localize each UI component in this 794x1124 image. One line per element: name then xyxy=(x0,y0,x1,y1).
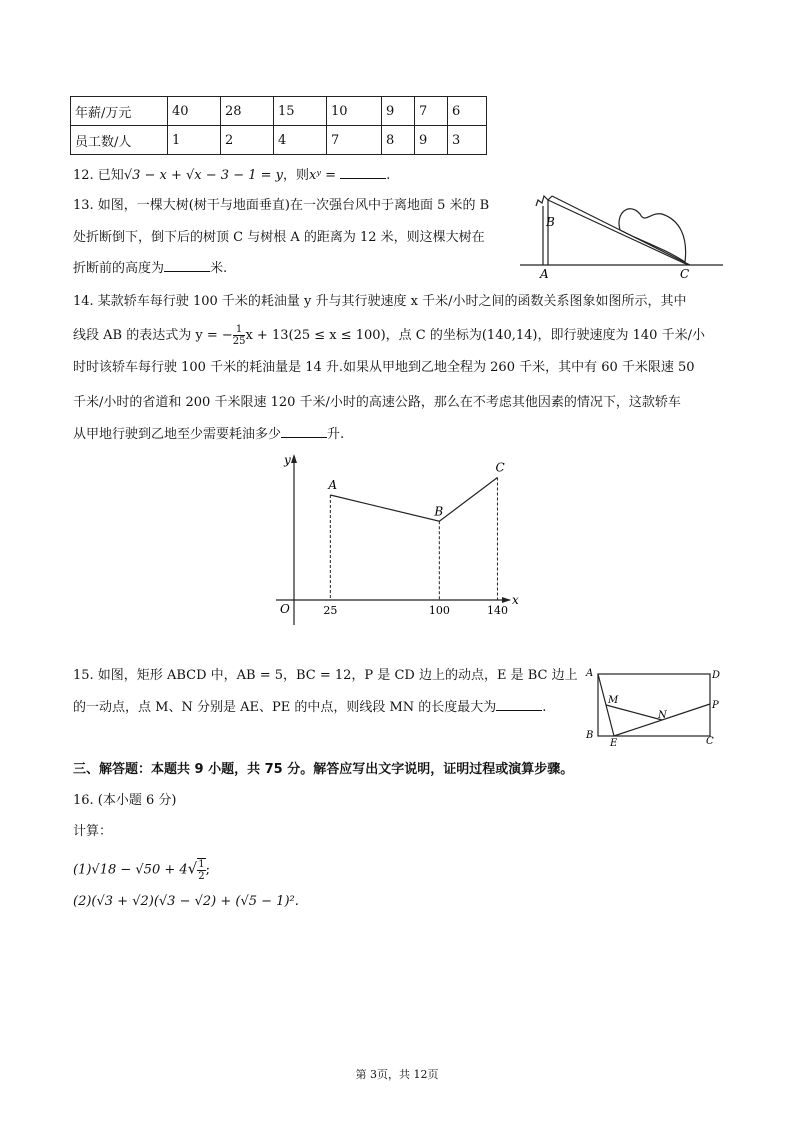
q14-line-2-pre: 线段 AB 的表达式为 y = − xyxy=(73,328,233,343)
q14-line-5 xyxy=(73,425,344,445)
rectangle-figure xyxy=(584,664,724,750)
q14-line-4: 千米/小时的省道和 200 千米限速 120 千米/小时的高速公路，那么在不考虑其他因素的情况下，这款轿车 xyxy=(73,395,681,410)
answer-blank[interactable] xyxy=(340,166,386,179)
x-axis-label: x xyxy=(512,593,519,607)
label-n: N xyxy=(658,710,667,721)
page-footer: 第 3页，共 12页 xyxy=(355,1068,439,1081)
q12-target: xʸ = xyxy=(309,168,336,183)
series-line xyxy=(330,478,497,522)
origin-label: O xyxy=(280,602,290,616)
segment-mn xyxy=(606,705,662,720)
x-tick-label: 25 xyxy=(323,604,338,617)
question-12 xyxy=(73,166,390,186)
q16-part-1-end: ; xyxy=(205,862,210,878)
table-cell: 4 xyxy=(274,126,327,155)
fuel-chart xyxy=(260,448,530,630)
q13-line-3-post: 米. xyxy=(210,261,228,276)
label-d: D xyxy=(712,670,721,681)
q13-line-2: 处折断倒下，倒下后的树顶 C 与树根 A 的距离为 12 米，则这棵大树在 xyxy=(73,230,485,245)
q15-line-1: 15. 如图，矩形 ABCD 中，AB = 5，BC = 12，P 是 CD 边上的动点，E 是 BC 边上 xyxy=(73,668,578,683)
x-tick-label: 140 xyxy=(486,604,508,617)
label-p: P xyxy=(712,700,719,711)
x-axis-arrow xyxy=(502,597,511,603)
q13-line-3-pre: 折断前的高度为 xyxy=(73,261,165,276)
table-cell: 年薪/万元 xyxy=(71,97,168,126)
tree-crown xyxy=(619,209,686,262)
table-cell: 7 xyxy=(415,97,448,126)
q16-part-2-expr: (2)(√3 + √2)(√3 − √2) + (√5 − 1)². xyxy=(73,894,299,909)
label-a: A xyxy=(540,267,549,280)
fallen-trunk xyxy=(548,200,688,265)
q12-end: . xyxy=(386,168,391,183)
q16-prompt: 计算： xyxy=(73,824,113,839)
point-label-b: B xyxy=(434,504,444,519)
q14-line-5-pre: 从甲地行驶到乙地至少需要耗油多少 xyxy=(73,427,282,442)
table-row xyxy=(71,126,487,155)
table-cell: 40 xyxy=(168,97,221,126)
fraction-denominator: 25 xyxy=(232,336,246,347)
table-cell: 9 xyxy=(382,97,415,126)
label-c: C xyxy=(680,267,690,280)
table-cell: 员工数/人 xyxy=(71,126,168,155)
label-e: E xyxy=(610,738,618,749)
fraction-denominator: 2 xyxy=(198,871,205,882)
fraction-numerator: 1 xyxy=(198,859,205,870)
table-cell: 8 xyxy=(382,126,415,155)
q16-part-2 xyxy=(73,892,299,912)
q14-line-1: 14. 某款轿车每行驶 100 千米的耗油量 y 升与其行驶速度 x 千米/小时之间的函数关系图象如图所示，其中 xyxy=(73,294,687,309)
label-c: C xyxy=(706,736,714,747)
label-b: B xyxy=(546,215,555,229)
q14-line-2 xyxy=(73,324,705,347)
q13-line-1: 13. 如图，一棵大树(树干与地面垂直)在一次强台风中于离地面 5 米的 B xyxy=(73,198,490,213)
tree-figure xyxy=(520,192,725,280)
answer-blank[interactable] xyxy=(281,425,327,438)
q14-line-2-post: x + 13(25 ≤ x ≤ 100)，点 C 的坐标为(140,14)，即行驶速度为 140 千米/小 xyxy=(245,328,705,343)
y-axis-label: y xyxy=(284,453,291,467)
q16-part-1-expr: (1)√18 − √50 + 4 xyxy=(73,862,188,878)
label-m: M xyxy=(608,695,619,706)
fraction xyxy=(233,324,246,347)
q15-line-2-post: . xyxy=(542,700,547,715)
q15-line-2 xyxy=(73,698,546,718)
answer-blank[interactable] xyxy=(496,698,542,711)
section-heading: 三、解答题：本题共 9 小题，共 75 分。解答应写出文字说明，证明过程或演算步骤。 xyxy=(73,762,574,777)
q12-prefix: 12. 已知 xyxy=(73,168,124,183)
q13-line-3 xyxy=(73,259,227,279)
q16-part-1 xyxy=(73,858,210,882)
sqrt-sign: √ xyxy=(187,859,198,878)
point-label-c: C xyxy=(495,460,505,475)
salary-table xyxy=(70,96,487,155)
table-cell: 10 xyxy=(327,97,382,126)
table-row xyxy=(71,97,487,126)
table-cell: 15 xyxy=(274,97,327,126)
table-cell: 6 xyxy=(448,97,487,126)
fraction xyxy=(197,858,205,882)
label-a: A xyxy=(586,668,594,679)
q12-mid: ，则 xyxy=(283,168,310,183)
table-cell: 2 xyxy=(221,126,274,155)
table-cell: 7 xyxy=(327,126,382,155)
q12-expression: √3 − x + √x − 3 − 1 = y xyxy=(123,168,283,183)
q14-line-3: 时时该轿车每行驶 100 千米的耗油量是 14 升.如果从甲地到乙地全程为 260 千米，其中有 60 千米限速 50 xyxy=(73,360,695,375)
q16-title: 16. (本小题 6 分) xyxy=(73,793,177,808)
table-cell: 28 xyxy=(221,97,274,126)
q14-line-5-post: 升. xyxy=(327,427,345,442)
label-b: B xyxy=(586,730,594,741)
table-cell: 9 xyxy=(415,126,448,155)
x-tick-label: 100 xyxy=(428,604,450,617)
answer-blank[interactable] xyxy=(164,259,210,272)
y-axis-arrow xyxy=(291,454,297,463)
point-label-a: A xyxy=(328,478,338,492)
table-cell: 3 xyxy=(448,126,487,155)
q15-line-2-pre: 的一动点，点 M、N 分别是 AE、PE 的中点，则线段 MN 的长度最大为 xyxy=(73,700,497,715)
table-cell: 1 xyxy=(168,126,221,155)
fraction-numerator: 1 xyxy=(233,324,246,336)
